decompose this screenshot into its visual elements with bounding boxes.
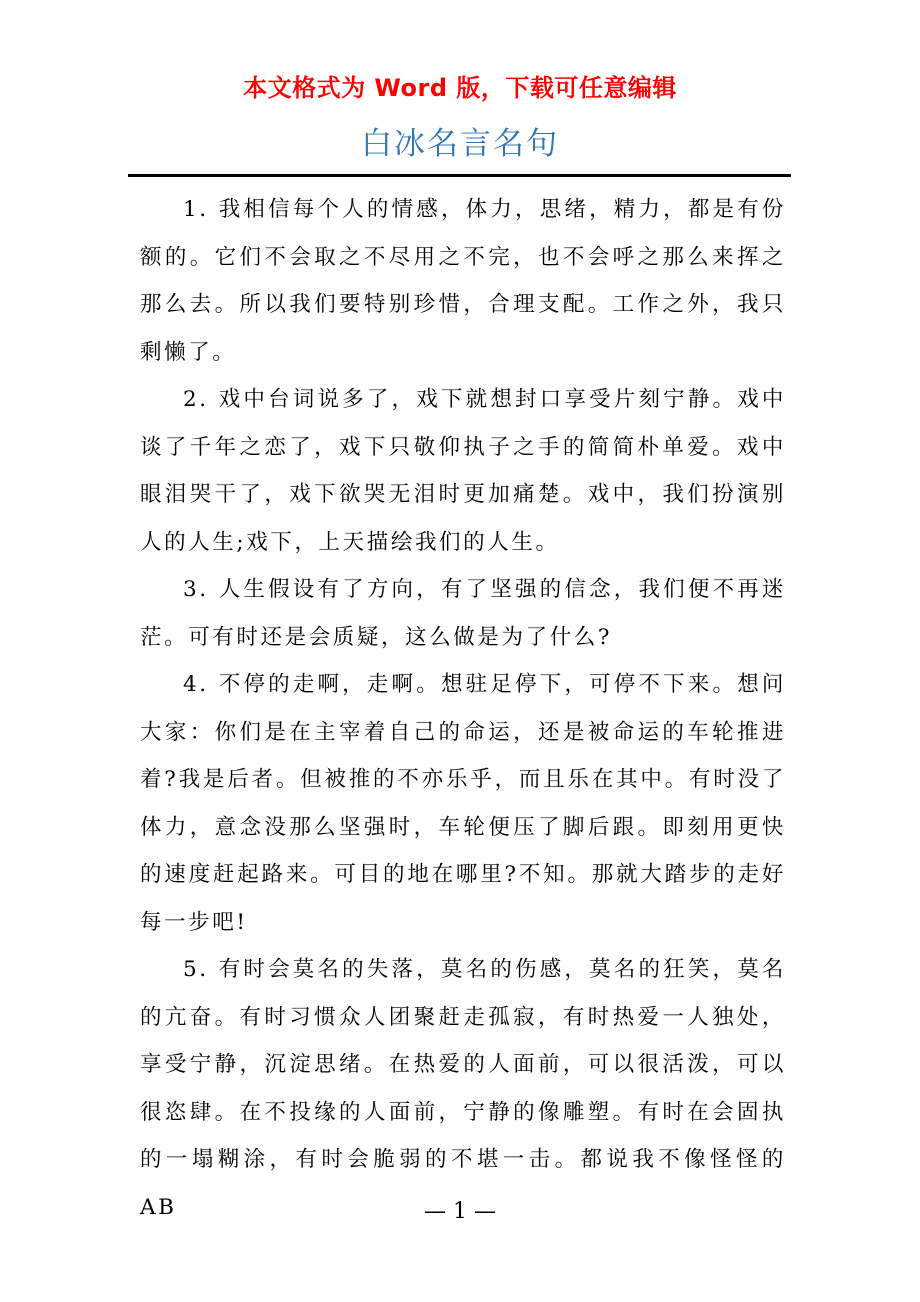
quote-paragraph-1: 1. 我相信每个人的情感，体力，思绪，精力，都是有份额的。它们不会取之不尽用之不完，也不会呼之那么来挥之那么去。所以我们要特别珍惜，合理支配。工作之外，我只剩懒了。 <box>140 197 786 365</box>
quote-paragraph-5: 5. 有时会莫名的失落，莫名的伤感，莫名的狂笑，莫名的亢奋。有时习惯众人团聚赶走孤寂，有时热爱一人独处，享受宁静，沉淀思绪。在热爱的人面前，可以很活泼，可以很恣肆。在不投缘的人面前，宁静的像雕塑。有时在会固执的一塌糊涂，有时会脆弱的不堪一击。都说我不像怪怪的 AB <box>140 957 786 1220</box>
header-rule <box>128 174 791 177</box>
document-title: 白冰名言名句 <box>361 126 559 162</box>
quote-paragraph-4: 4. 不停的走啊，走啊。想驻足停下，可停不下来。想问大家：你们是在主宰着自己的命运，还是被命运的车轮推进着?我是后者。但被推的不亦乐乎，而且乐在其中。有时没了体力，意念没那么坚强时，车轮便压了脚后跟。即刻用更快的速度赶起路来。可目的地在哪里?不知。那就大踏步的走好每一步吧! <box>140 672 786 935</box>
quote-paragraph-2: 2. 戏中台词说多了，戏下就想封口享受片刻宁静。戏中谈了千年之恋了，戏下只敬仰执子之手的简简朴单爱。戏中眼泪哭干了，戏下欲哭无泪时更加痛楚。戏中，我们扮演别人的人生;戏下，上天描绘我们的人生。 <box>140 387 786 555</box>
document-body <box>140 186 786 1231</box>
quote-paragraph-3: 3. 人生假设有了方向，有了坚强的信念，我们便不再迷茫。可有时还是会质疑，这么做是为了什么? <box>140 577 786 650</box>
page-number: — 1 — <box>424 1199 496 1224</box>
download-banner: 本文格式为 Word 版，下载可任意编辑 <box>243 74 677 102</box>
